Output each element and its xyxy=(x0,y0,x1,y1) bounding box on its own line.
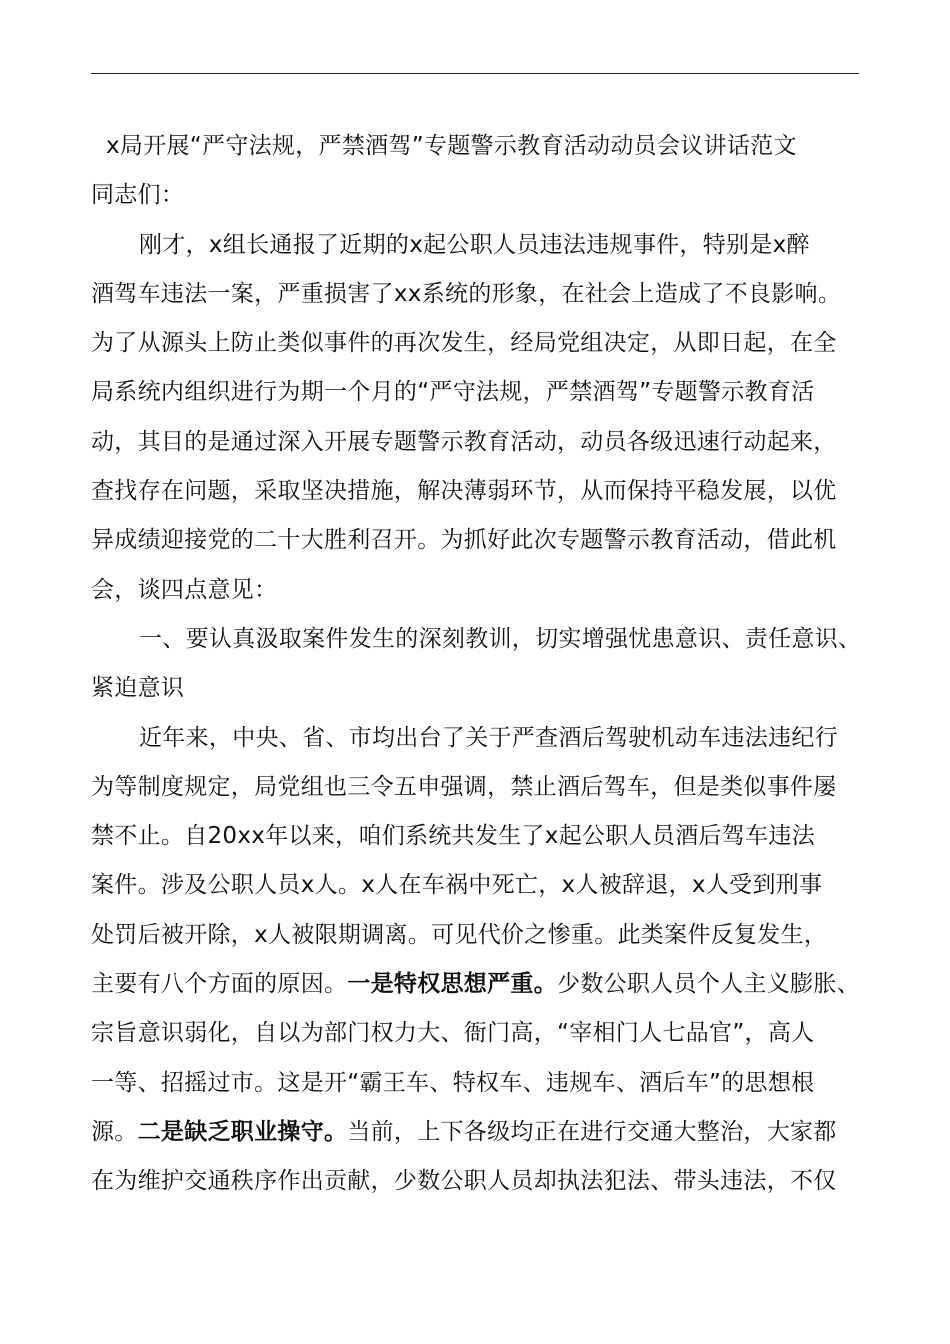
paragraph-line: 宗旨意识弱化，自以为部门权力大、衙门高，“宰相门人七品官”，高人 xyxy=(91,1020,815,1047)
paragraph-line: 近年来，中央、省、市均出台了关于严查酒后驾驶机动车违法违纪行 xyxy=(139,724,838,751)
text-run: 当前，上下各级均正在进行交通大整治，大家都 xyxy=(347,1118,837,1145)
document-body xyxy=(91,122,871,1207)
paragraph-line xyxy=(91,1108,871,1157)
paragraph-line: 动，其目的是通过深入开展专题警示教育活动，动员各级迅速行动起来， xyxy=(91,428,837,455)
document-title: x局开展“严守法规，严禁酒驾”专题警示教育活动动员会议讲话范文 xyxy=(106,133,797,159)
bold-key-point: 一是特权思想严重。 xyxy=(347,971,558,998)
paragraph-line: 在为维护交通秩序作出贡献，少数公职人员却执法犯法、带头违法，不仅 xyxy=(91,1168,837,1195)
paragraph-line: 异成绩迎接党的二十大胜利召开。为抓好此次专题警示教育活动，借此机 xyxy=(91,527,837,554)
text-run: 源。 xyxy=(91,1118,138,1145)
paragraph-line: 局系统内组织进行为期一个月的“严守法规，严禁酒驾”专题警示教育活 xyxy=(91,379,815,406)
paragraph-line: 处罚后被开除，x人被限期调离。可见代价之惨重。此类案件反复发生， xyxy=(91,921,828,948)
text-run: 少数公职人员个人主义膨胀、 xyxy=(557,971,860,998)
header-rule xyxy=(91,73,859,74)
paragraph-line: 会，谈四点意见： xyxy=(91,576,278,603)
section-heading: 一、要认真汲取案件发生的深刻教训，切实增强忧患意识、责任意识、 xyxy=(139,625,862,652)
section-heading: 紧迫意识 xyxy=(91,675,185,702)
paragraph-line: 一等、招摇过市。这是开“霸王车、特权车、违规车、酒后车”的思想根 xyxy=(91,1069,815,1096)
paragraph-line: 查找存在问题，采取坚决措施，解决薄弱环节，从而保持平稳发展，以优 xyxy=(91,478,837,505)
text-run: 主要有八个方面的原因。 xyxy=(91,971,348,998)
paragraph-line: 为了从源头上防止类似事件的再次发生，经局党组决定，从即日起，在全 xyxy=(91,330,837,357)
paragraph-line: 禁不止。自20xx年以来，咱们系统共发生了x起公职人员酒后驾车违法 xyxy=(91,823,816,850)
paragraph-line: 酒驾车违法一案，严重损害了xx系统的形象，在社会上造成了不良影响。 xyxy=(91,280,842,307)
paragraph-line: 案件。涉及公职人员x人。x人在车祸中死亡，x人被辞退，x人受到刑事 xyxy=(91,872,823,899)
paragraph-line: 为等制度规定，局党组也三令五申强调，禁止酒后驾车，但是类似事件屡 xyxy=(91,773,837,800)
paragraph-line xyxy=(91,960,871,1009)
salutation: 同志们： xyxy=(91,182,185,209)
bold-key-point: 二是缺乏职业操守。 xyxy=(137,1118,348,1145)
paragraph-line: 刚才，x组长通报了近期的x起公职人员违法违规事件，特别是x醉 xyxy=(139,231,810,258)
